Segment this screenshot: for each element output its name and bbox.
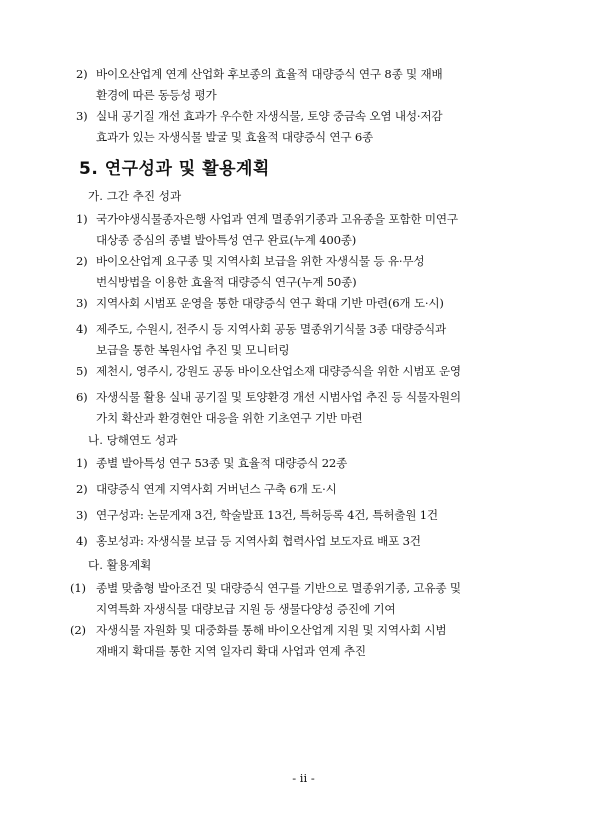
- list-item: 3) 지역사회 시범포 운영을 통한 대량증식 연구 확대 기반 마련(6개 도·시): [76, 296, 444, 310]
- list-item: 2) 대량증식 연계 지역사회 거버넌스 구축 6개 도·시: [76, 482, 337, 496]
- list-item: 4) 제주도, 수원시, 전주시 등 지역사회 공동 멸종위기식물 3종 대량증식과 보급을 통한 복원사업 추진 및 모니터링: [76, 322, 447, 357]
- page-number: - ii -: [292, 771, 315, 785]
- list-item: (1) 종별 맞춤형 발아조건 및 대량증식 연구를 기반으로 멸종위기종, 고유종 및 지역특화 자생식물 대량보급 지원 등 생물다양성 증진에 기여: [70, 581, 461, 616]
- subsection-title-usage-plan: 다. 활용계획: [88, 558, 152, 572]
- list-item: 1) 종별 발아특성 연구 53종 및 효율적 대량증식 22종: [76, 456, 348, 470]
- subsection-title-this-year: 나. 당해연도 성과: [88, 433, 178, 447]
- list-item: 5) 제천시, 영주시, 강원도 공동 바이오산업소재 대량증식을 위한 시범포 운영: [76, 364, 461, 378]
- list-item: (2) 자생식물 자원화 및 대중화를 통해 바이오산업계 지원 및 지역사회 시범 재배지 확대를 통한 지역 일자리 확대 사업과 연계 추진: [70, 623, 447, 658]
- list-item: 3) 실내 공기질 개선 효과가 우수한 자생식물, 토양 중금속 오염 내성·저감 효과가 있는 자생식물 발굴 및 효율적 대량증식 연구 6종: [76, 109, 443, 144]
- list-item: 6) 자생식물 활용 실내 공기질 및 토양환경 개선 시범사업 추진 등 식물자원의 가치 확산과 환경현안 대응을 위한 기초연구 기반 마련: [76, 390, 461, 425]
- list-item: 3) 연구성과: 논문게재 3건, 학술발표 13건, 특허등록 4건, 특허출원 1건: [76, 508, 438, 522]
- list-item: 2) 바이오산업계 연계 산업화 후보종의 효율적 대량증식 연구 8종 및 재배 환경에 따른 동등성 평가: [76, 67, 443, 102]
- list-item: 2) 바이오산업계 요구종 및 지역사회 보급을 위한 자생식물 등 유·무성 번식방법을 이용한 효율적 대량증식 연구(누계 50종): [76, 254, 425, 289]
- list-item: 4) 홍보성과: 자생식물 보급 등 지역사회 협력사업 보도자료 배포 3건: [76, 534, 421, 548]
- list-item: 1) 국가야생식물종자은행 사업과 연계 멸종위기종과 고유종을 포함한 미연구 대상종 중심의 종별 발아특성 연구 완료(누계 400종): [76, 212, 458, 247]
- section-heading: 5. 연구성과 및 활용계획: [79, 159, 270, 179]
- subsection-title-achievements: 가. 그간 추진 성과: [88, 189, 182, 203]
